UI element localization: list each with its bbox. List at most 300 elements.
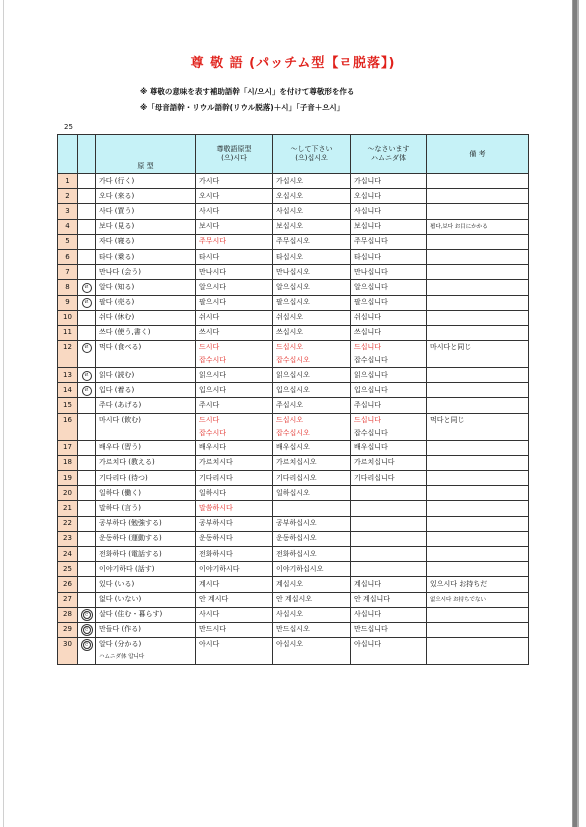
remarks-cell	[427, 295, 529, 310]
honorific-cell	[196, 638, 273, 665]
table-row	[58, 398, 529, 413]
honorific-cell	[196, 562, 273, 577]
remarks-text: 먹다と同じ	[430, 415, 465, 424]
header-row	[58, 135, 529, 174]
please-cell	[273, 325, 351, 340]
polite-form: 타십니다	[354, 252, 382, 261]
rieul-circle-icon: ㄹ	[82, 343, 92, 353]
honorific-cell	[196, 249, 273, 264]
row-mark	[78, 174, 96, 189]
row-number	[58, 204, 78, 219]
honorific-form: 드시다	[199, 343, 220, 352]
please-cell	[273, 398, 351, 413]
honorific-form: 쓰시다	[199, 328, 220, 337]
row-mark	[78, 577, 96, 592]
remarks-cell	[427, 413, 529, 440]
table-row	[58, 546, 529, 561]
honorific-cell	[196, 486, 273, 501]
please-form: 알으십시오	[276, 282, 310, 291]
honorific-form: 보시다	[199, 222, 220, 231]
honorific-cell	[196, 531, 273, 546]
rieul-circle-icon: ㄹ	[82, 298, 92, 308]
row-number-text: 30	[63, 640, 72, 649]
row-mark	[78, 501, 96, 516]
table-row	[58, 189, 529, 204]
remarks-text: 마시다と同じ	[430, 343, 472, 352]
row-number	[58, 486, 78, 501]
row-number	[58, 516, 78, 531]
row-number-text: 2	[65, 191, 70, 200]
please-cell	[273, 592, 351, 607]
honorific-cell	[196, 383, 273, 398]
basic-form: 기다리다 (待つ)	[99, 473, 148, 482]
honorific-cell	[196, 174, 273, 189]
header-please-label: ～して下さい (으)십시오	[290, 145, 333, 162]
honorific-cell	[196, 265, 273, 280]
row-number	[58, 189, 78, 204]
remarks-cell	[427, 265, 529, 280]
row-number-text: 9	[65, 298, 70, 307]
polite-cell	[351, 577, 427, 592]
row-number	[58, 562, 78, 577]
please-form: 계십시오	[276, 579, 304, 588]
polite-cell	[351, 189, 427, 204]
row-number-text: 21	[63, 503, 72, 512]
row-number-text: 1	[65, 176, 70, 185]
row-number-text: 23	[63, 534, 72, 543]
honorific-form: 만나시다	[199, 267, 227, 276]
remarks-cell	[427, 592, 529, 607]
please-form: 사십시오	[276, 206, 304, 215]
row-mark	[78, 622, 96, 637]
row-number-text: 3	[65, 206, 70, 215]
please-cell	[273, 531, 351, 546]
please-form: 만나십시오	[276, 267, 310, 276]
polite-cell	[351, 310, 427, 325]
basic-form: 알다 (知る)	[99, 282, 135, 291]
basic-form-cell	[96, 249, 196, 264]
polite-cell	[351, 562, 427, 577]
honorific-cell	[196, 577, 273, 592]
table-row	[58, 413, 529, 440]
remarks-cell	[427, 325, 529, 340]
row-number	[58, 341, 78, 368]
please-form: 운동하십시오	[276, 534, 317, 543]
row-number-text: 5	[65, 237, 70, 246]
remarks-cell	[427, 455, 529, 470]
polite-cell	[351, 592, 427, 607]
row-number-text: 24	[63, 549, 72, 558]
basic-form: 가르치다 (教える)	[99, 458, 155, 467]
polite-cell	[351, 531, 427, 546]
honorific-form: 배우시다	[199, 443, 227, 452]
honorific-cell	[196, 455, 273, 470]
polite-form: 드십니다	[354, 343, 382, 352]
basic-form-cell	[96, 219, 196, 234]
basic-form-cell	[96, 577, 196, 592]
basic-form-cell	[96, 234, 196, 249]
polite-cell	[351, 546, 427, 561]
honorific-cell	[196, 622, 273, 637]
basic-form-cell	[96, 622, 196, 637]
honorific-form: 가르치시다	[199, 458, 233, 467]
honorific-form-alt: 잡수시다	[199, 428, 227, 437]
polite-form: 입으십니다	[354, 385, 388, 394]
row-number-text: 25	[63, 564, 72, 573]
please-cell	[273, 204, 351, 219]
remarks-cell	[427, 368, 529, 383]
please-cell	[273, 562, 351, 577]
remarks-cell	[427, 204, 529, 219]
row-number	[58, 592, 78, 607]
page-title: 尊 敬 語 (パッチム型【ㄹ脱落】)	[190, 56, 396, 71]
row-number-text: 10	[63, 313, 72, 322]
basic-form: 말하다 (言う)	[99, 503, 141, 512]
polite-form-alt: 잡수십니다	[354, 428, 388, 437]
honorific-cell	[196, 592, 273, 607]
basic-form: 만들다 (作る)	[99, 625, 141, 634]
row-number	[58, 471, 78, 486]
please-form: 쓰십시오	[276, 328, 304, 337]
rieul-circle-icon: ㄹ	[82, 371, 92, 381]
row-number	[58, 265, 78, 280]
note-line-1: ※ 尊敬の意味を表す補助語幹「시/으시」を付けて尊敬形を作る	[140, 87, 355, 96]
remarks-cell	[427, 607, 529, 622]
please-form: 공부하십시오	[276, 519, 317, 528]
row-mark	[78, 219, 96, 234]
basic-form: 만나다 (会う)	[99, 267, 141, 276]
basic-form-cell	[96, 280, 196, 295]
polite-cell	[351, 638, 427, 665]
row-mark	[78, 189, 96, 204]
row-number-text: 29	[63, 625, 72, 634]
honorific-form: 사시다	[199, 610, 220, 619]
remarks-cell	[427, 471, 529, 486]
basic-form-cell	[96, 341, 196, 368]
please-cell	[273, 219, 351, 234]
row-number-text: 11	[63, 328, 72, 337]
row-number	[58, 546, 78, 561]
honorific-cell	[196, 204, 273, 219]
table-row	[58, 174, 529, 189]
polite-cell	[351, 174, 427, 189]
page-edge	[3, 0, 4, 827]
basic-form-cell	[96, 295, 196, 310]
honorific-form: 기다리시다	[199, 473, 233, 482]
remarks-cell	[427, 531, 529, 546]
polite-cell	[351, 368, 427, 383]
row-mark	[78, 455, 96, 470]
honorific-form: 사시다	[199, 206, 220, 215]
row-number-text: 20	[63, 488, 72, 497]
table-row	[58, 325, 529, 340]
honorific-form: 타시다	[199, 252, 220, 261]
polite-form: 주무십니다	[354, 237, 388, 246]
please-cell	[273, 440, 351, 455]
row-mark	[78, 295, 96, 310]
polite-form: 사십니다	[354, 610, 382, 619]
please-cell	[273, 622, 351, 637]
remarks-cell	[427, 189, 529, 204]
table-row	[58, 471, 529, 486]
basic-form: 이야기하다 (話す)	[99, 564, 155, 573]
table-row	[58, 501, 529, 516]
table-row	[58, 577, 529, 592]
basic-form: 배우다 (習う)	[99, 443, 141, 452]
row-mark	[78, 265, 96, 280]
basic-form-cell	[96, 638, 196, 665]
honorific-form: 오시다	[199, 191, 220, 200]
table-row	[58, 204, 529, 219]
basic-form-cell	[96, 546, 196, 561]
table-row	[58, 562, 529, 577]
header-honorific	[196, 135, 273, 174]
polite-form: 쉬십니다	[354, 313, 382, 322]
polite-cell	[351, 501, 427, 516]
polite-form: 배우십니다	[354, 443, 388, 452]
polite-cell	[351, 295, 427, 310]
row-number-text: 8	[65, 282, 70, 291]
remarks-cell	[427, 398, 529, 413]
basic-form-cell	[96, 413, 196, 440]
please-form-alt: 잡수십시오	[276, 428, 310, 437]
rieul-circle-icon: ㄹ	[84, 612, 89, 619]
polite-form: 오십니다	[354, 191, 382, 200]
table-row	[58, 638, 529, 665]
row-number-text: 26	[63, 579, 72, 588]
basic-form: 팔다 (売る)	[99, 298, 135, 307]
table-row	[58, 607, 529, 622]
basic-form: 쓰다 (使う,書く)	[99, 328, 151, 337]
row-number-text: 6	[65, 252, 70, 261]
row-number-text: 19	[63, 473, 72, 482]
please-form: 일하십시오	[276, 488, 310, 497]
honorific-form: 안 계시다	[199, 595, 229, 604]
polite-cell	[351, 455, 427, 470]
please-cell	[273, 638, 351, 665]
basic-form: 입다 (着る)	[99, 385, 135, 394]
remarks-cell	[427, 341, 529, 368]
honorific-cell	[196, 440, 273, 455]
basic-form: 마시다 (飲む)	[99, 415, 141, 424]
polite-cell	[351, 486, 427, 501]
basic-form: 공부하다 (勉強する)	[99, 519, 162, 528]
row-mark	[78, 486, 96, 501]
honorific-cell	[196, 471, 273, 486]
honorific-cell	[196, 398, 273, 413]
basic-form-cell	[96, 325, 196, 340]
please-form: 안 계십시오	[276, 595, 313, 604]
table-row	[58, 295, 529, 310]
honorific-form-alt: 잡수시다	[199, 356, 227, 365]
please-form: 전화하십시오	[276, 549, 317, 558]
row-number-text: 18	[63, 458, 72, 467]
honorific-cell	[196, 310, 273, 325]
please-form: 아십시오	[276, 640, 304, 649]
polite-form: 주십니다	[354, 401, 382, 410]
honorific-cell	[196, 341, 273, 368]
basic-form-cell	[96, 440, 196, 455]
polite-cell	[351, 341, 427, 368]
table-row	[58, 265, 529, 280]
polite-form: 사십니다	[354, 206, 382, 215]
please-form-alt: 잡수십시오	[276, 356, 310, 365]
row-number	[58, 295, 78, 310]
basic-form: 있다 (いる)	[99, 579, 135, 588]
remarks-cell	[427, 577, 529, 592]
row-number-text: 12	[63, 343, 72, 352]
remarks-cell	[427, 516, 529, 531]
header-remarks: 備 考	[427, 135, 529, 174]
row-number	[58, 234, 78, 249]
basic-form-cell	[96, 310, 196, 325]
header-polite	[351, 135, 427, 174]
please-form: 입으십시오	[276, 385, 310, 394]
table-row	[58, 234, 529, 249]
basic-form-cell	[96, 174, 196, 189]
polite-form: 읽으십니다	[354, 370, 388, 379]
honorific-form: 입으시다	[199, 385, 227, 394]
table-row	[58, 219, 529, 234]
row-mark	[78, 325, 96, 340]
remarks-cell	[427, 501, 529, 516]
honorific-cell	[196, 607, 273, 622]
please-form: 오십시오	[276, 191, 304, 200]
basic-form: 자다 (寝る)	[99, 237, 135, 246]
rieul-circle-icon: ㄹ	[82, 386, 92, 396]
row-number	[58, 501, 78, 516]
row-mark	[78, 440, 96, 455]
please-cell	[273, 249, 351, 264]
honorific-form: 전화하시다	[199, 549, 233, 558]
row-number	[58, 383, 78, 398]
row-number	[58, 622, 78, 637]
basic-form-cell	[96, 607, 196, 622]
row-number-text: 28	[63, 610, 72, 619]
table-row	[58, 280, 529, 295]
honorific-cell	[196, 368, 273, 383]
row-mark	[78, 562, 96, 577]
polite-cell	[351, 471, 427, 486]
honorific-form: 가시다	[199, 176, 220, 185]
row-number-text: 16	[63, 415, 72, 424]
honorific-form: 드시다	[199, 415, 220, 424]
please-cell	[273, 455, 351, 470]
remarks-cell	[427, 562, 529, 577]
basic-form-cell	[96, 265, 196, 280]
row-mark	[78, 592, 96, 607]
please-form: 가십시오	[276, 176, 304, 185]
honorific-form: 팔으시다	[199, 298, 227, 307]
please-cell	[273, 174, 351, 189]
please-cell	[273, 501, 351, 516]
polite-cell	[351, 440, 427, 455]
basic-form: 가다 (行く)	[99, 176, 135, 185]
please-cell	[273, 265, 351, 280]
basic-form: 사다 (買う)	[99, 206, 135, 215]
row-number	[58, 325, 78, 340]
row-number-text: 14	[63, 385, 72, 394]
polite-cell	[351, 280, 427, 295]
row-number	[58, 280, 78, 295]
honorific-form: 운동하시다	[199, 534, 233, 543]
basic-form: 알다 (分かる)	[99, 640, 142, 649]
honorific-form: 아시다	[199, 640, 220, 649]
honorific-form: 주시다	[199, 401, 220, 410]
honorific-cell	[196, 516, 273, 531]
header-basic: 原 型	[96, 135, 196, 174]
basic-form-cell	[96, 501, 196, 516]
honorific-form: 알으시다	[199, 282, 227, 291]
basic-form-cell	[96, 471, 196, 486]
please-cell	[273, 471, 351, 486]
row-number	[58, 607, 78, 622]
row-number-text: 27	[63, 595, 72, 604]
page-number: 25	[64, 123, 73, 131]
row-number	[58, 368, 78, 383]
basic-form: 전화하다 (電話する)	[99, 549, 162, 558]
rieul-circle-icon: ㄹ	[84, 642, 89, 649]
polite-form: 가르치십니다	[354, 458, 395, 467]
remarks-cell	[427, 383, 529, 398]
honorific-cell	[196, 280, 273, 295]
honorific-form: 읽으시다	[199, 370, 227, 379]
basic-form: 주다 (あげる)	[99, 401, 142, 410]
please-form: 가르치십시오	[276, 458, 317, 467]
row-mark	[78, 249, 96, 264]
please-form: 만드십시오	[276, 625, 310, 634]
table-row	[58, 531, 529, 546]
row-number	[58, 249, 78, 264]
please-cell	[273, 310, 351, 325]
please-form: 주무십시오	[276, 237, 310, 246]
table-row	[58, 486, 529, 501]
basic-form: 오다 (来る)	[99, 191, 135, 200]
honorific-cell	[196, 219, 273, 234]
basic-form-cell	[96, 486, 196, 501]
honorific-form: 말씀하시다	[199, 503, 233, 512]
polite-cell	[351, 516, 427, 531]
note-line-2: ※「母音語幹・リウル語幹(リウル脱落)＋시」「子音＋으시」	[140, 103, 345, 112]
honorific-table	[57, 134, 529, 665]
row-mark	[78, 204, 96, 219]
polite-cell	[351, 622, 427, 637]
row-number-text: 22	[63, 519, 72, 528]
remarks-text: 있으시다 お持ちだ	[430, 579, 488, 588]
polite-form: 가십니다	[354, 176, 382, 185]
honorific-form: 만드시다	[199, 625, 227, 634]
please-cell	[273, 413, 351, 440]
row-number	[58, 455, 78, 470]
row-mark	[78, 413, 96, 440]
honorific-form: 일하시다	[199, 488, 227, 497]
remarks-cell	[427, 249, 529, 264]
honorific-cell	[196, 295, 273, 310]
row-number	[58, 219, 78, 234]
please-cell	[273, 280, 351, 295]
basic-form: 운동하다 (運動する)	[99, 534, 162, 543]
basic-form-extra: ハムニダ体 압니다	[99, 654, 145, 661]
header-mark	[78, 135, 96, 174]
basic-form-cell	[96, 516, 196, 531]
table-row	[58, 516, 529, 531]
row-mark	[78, 531, 96, 546]
row-number	[58, 174, 78, 189]
polite-cell	[351, 249, 427, 264]
table-row	[58, 383, 529, 398]
polite-cell	[351, 607, 427, 622]
remarks-cell	[427, 310, 529, 325]
